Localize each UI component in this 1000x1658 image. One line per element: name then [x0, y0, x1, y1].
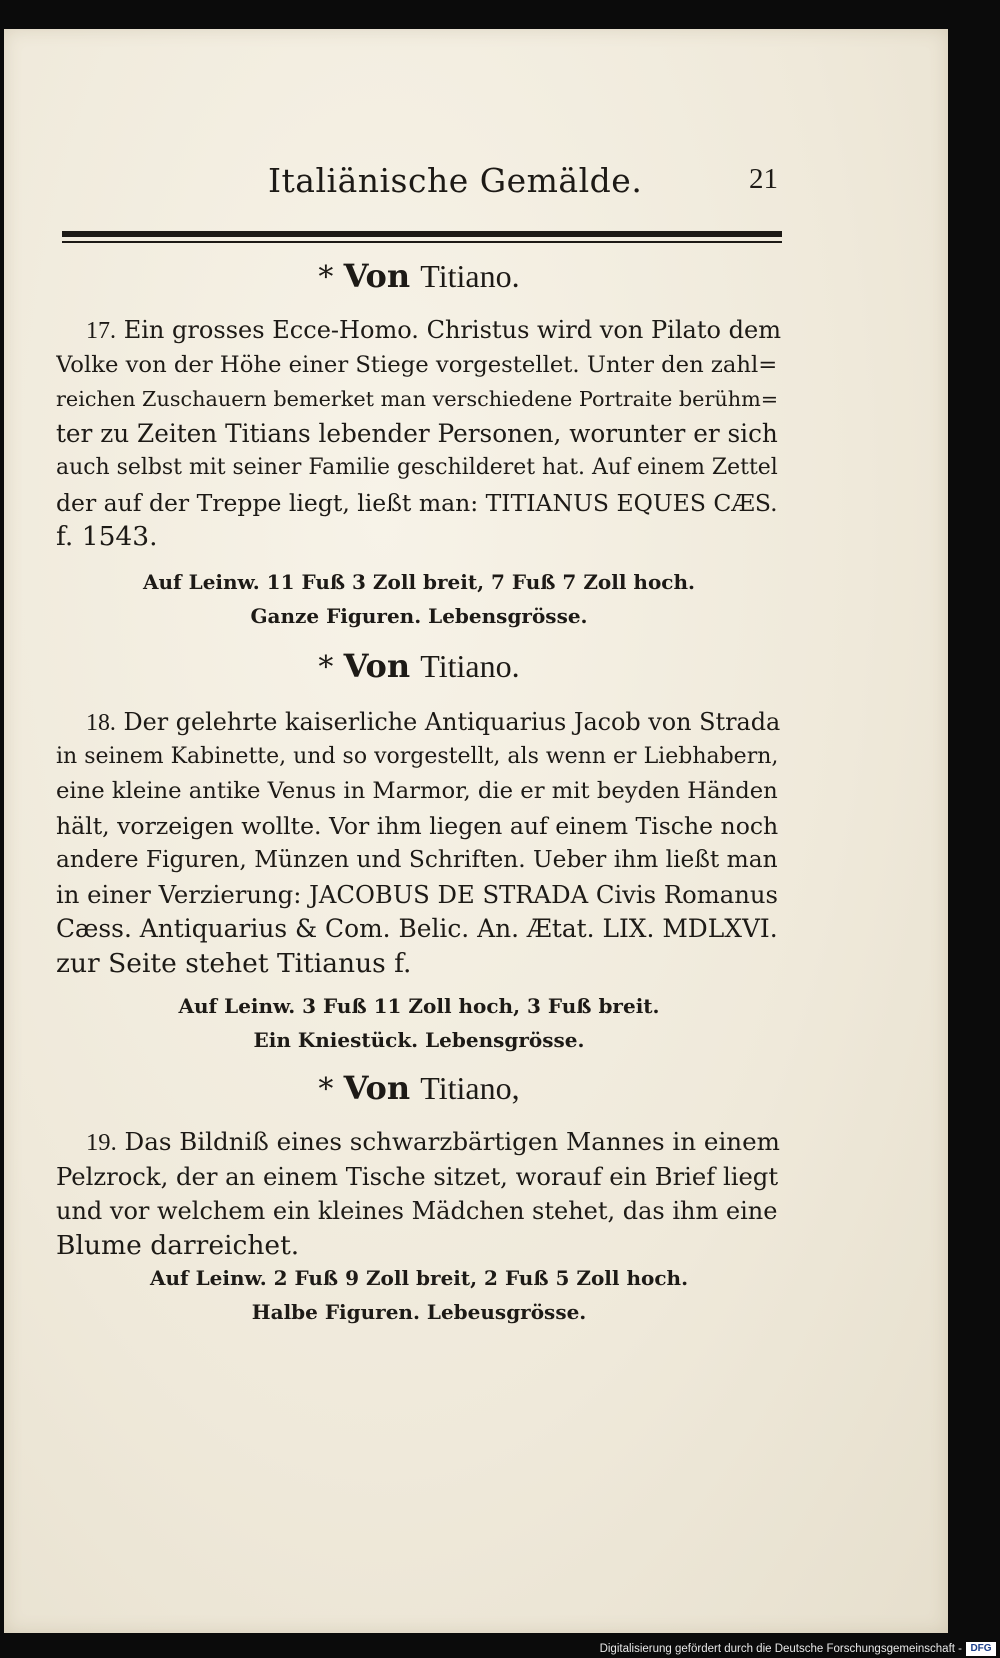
entry-line: und vor welchem ein kleines Mädchen stehet, das ihm eine [56, 1197, 778, 1225]
entry-line: der auf der Treppe liegt, ließt man: TITIANUS EQUES CÆS. [56, 488, 778, 517]
painting-details [4, 1261, 834, 1329]
entry-line: reichen Zuschauern bemerket man verschiedene Portraite berühm= [56, 387, 779, 411]
entry-line: andere Figuren, Münzen und Schriften. Ueber ihm ließt man [56, 846, 778, 873]
dfg-credit-text: Digitalisierung gefördert durch die Deutsche Forschungsgemeinschaft - [599, 1643, 962, 1655]
catalogue-entry-17 [56, 313, 782, 555]
figures-line: Ganze Figuren. Lebensgrösse. [250, 604, 588, 628]
asterisk-mark: * [318, 1072, 334, 1107]
painting-details [4, 565, 834, 633]
entry-line: Blume darreichet. [56, 1229, 300, 1261]
painting-details [4, 989, 834, 1057]
catalogue-entry-19 [56, 1125, 782, 1263]
entry-line: 17. Ein grosses Ecce-Homo. Christus wird von Pilato dem [86, 316, 781, 344]
entry-line: f. 1543. [56, 521, 158, 552]
catalogue-entry-18 [56, 705, 782, 981]
entry-line: eine kleine antike Venus in Marmor, die er mit beyden Händen [56, 778, 778, 804]
running-title: Italiänische Gemälde. [268, 161, 643, 200]
page-number: 21 [749, 163, 778, 195]
entry-line: ter zu Zeiten Titians lebender Personen, worunter er sich [56, 418, 778, 448]
heading-von: Von [343, 257, 411, 295]
heading-artist: Titiano, [420, 1070, 520, 1106]
entry-line: hält, vorzeigen wollte. Vor ihm liegen auf einem Tische noch [56, 811, 779, 840]
heading-von: Von [343, 1069, 411, 1107]
section-heading [4, 257, 834, 295]
figures-line: Halbe Figuren. Lebeusgrösse. [251, 1300, 587, 1324]
entry-number: 18. [86, 710, 116, 736]
section-heading [4, 1069, 834, 1107]
dimensions-line: Auf Leinw. 3 Fuß 11 Zoll hoch, 3 Fuß breit. [178, 994, 660, 1018]
entry-line: in einer Verzierung: JACOBUS DE STRADA Civis Romanus [56, 879, 778, 909]
heading-artist: Titiano. [420, 648, 520, 684]
entry-line: 18. Der gelehrte kaiserliche Antiquarius Jacob von Strada [86, 708, 781, 736]
entry-number: 19. [86, 1129, 117, 1156]
dimensions-line: Auf Leinw. 11 Fuß 3 Zoll breit, 7 Fuß 7 Zoll hoch. [143, 570, 695, 594]
entry-line: 19. Das Bildniß eines schwarzbärtigen Mannes in einem [86, 1127, 780, 1156]
entry-line: auch selbst mit seiner Familie geschilderet hat. Auf einem Zettel [56, 455, 778, 480]
entry-line: Pelzrock, der an einem Tische sitzet, worauf ein Brief liegt [56, 1161, 779, 1191]
heading-von: Von [343, 647, 411, 685]
entry-line: Volke von der Höhe einer Stiege vorgestellet. Unter den zahl= [56, 351, 778, 378]
entry-line: Cæss. Antiquarius & Com. Belic. An. Ætat. LIX. MDLXVI. [56, 914, 778, 943]
entry-line: zur Seite stehet Titianus f. [56, 947, 412, 979]
entry-number: 17. [86, 318, 117, 344]
header-rule-thick [62, 231, 782, 237]
asterisk-mark: * [318, 260, 334, 295]
viewer-footer [0, 1640, 1000, 1658]
figures-line: Ein Kniestück. Lebensgrösse. [253, 1028, 585, 1052]
header-rule-thin [62, 241, 782, 243]
dfg-logo: DFG [966, 1642, 996, 1656]
dimensions-line: Auf Leinw. 2 Fuß 9 Zoll breit, 2 Fuß 5 Zoll hoch. [149, 1266, 689, 1290]
book-page [4, 29, 948, 1633]
heading-artist: Titiano. [420, 258, 520, 294]
section-heading [4, 647, 834, 685]
entry-line: in seinem Kabinette, und so vorgestellt, als wenn er Liebhabern, [56, 743, 779, 769]
asterisk-mark: * [318, 650, 334, 685]
page-header [56, 149, 782, 209]
